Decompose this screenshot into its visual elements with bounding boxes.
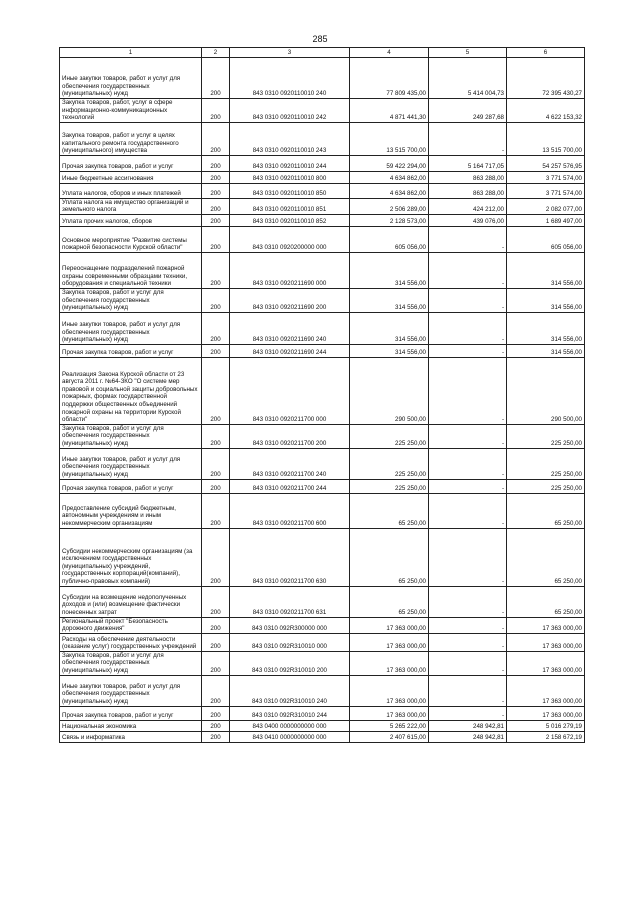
row-name-cell: Субсидии на возмещение недополученных доходов и (или) возмещение фактически понесенных затрат — [60, 586, 202, 617]
row-value-col5: - — [429, 312, 507, 344]
row-value-col5: - — [429, 424, 507, 448]
row-value-col6: 17 363 000,00 — [507, 633, 585, 651]
row-value-col4: 17 363 000,00 — [350, 651, 429, 675]
row-name-cell: Иные закупки товаров, работ и услуг для обеспечения государственных (муниципальных) нужд — [60, 312, 202, 344]
row-value-col5: - — [429, 252, 507, 288]
table-row — [60, 122, 585, 155]
table-row — [60, 479, 585, 493]
row-value-col5: - — [429, 528, 507, 586]
row-name-cell: Переоснащение подразделений пожарной охраны современными образцами техники, оборудования и специальной техники — [60, 252, 202, 288]
row-value-col5: 248 942,81 — [429, 720, 507, 731]
table-row — [60, 183, 585, 198]
row-value-col6: 65 250,00 — [507, 493, 585, 528]
row-code-cell: 200 — [202, 493, 230, 528]
row-value-col6: 3 771 574,00 — [507, 183, 585, 198]
table-row — [60, 493, 585, 528]
row-code-cell: 200 — [202, 357, 230, 424]
row-value-col5: - — [429, 226, 507, 252]
row-value-col5: 439 076,00 — [429, 214, 507, 226]
budget-table — [59, 47, 585, 743]
row-kbk-cell: 843 0310 0920211690 000 — [230, 252, 350, 288]
row-code-cell: 200 — [202, 633, 230, 651]
row-kbk-cell: 843 0310 0920211700 200 — [230, 424, 350, 448]
row-value-col6: 17 363 000,00 — [507, 617, 585, 633]
row-kbk-cell: 843 0310 0920110010 800 — [230, 171, 350, 183]
row-name-cell: Уплата прочих налогов, сборов — [60, 214, 202, 226]
table-row — [60, 58, 585, 99]
table-row — [60, 99, 585, 123]
row-value-col5: - — [429, 357, 507, 424]
row-value-col6: 290 500,00 — [507, 357, 585, 424]
row-value-col6: 2 082 077,00 — [507, 198, 585, 214]
row-kbk-cell: 843 0310 0920200000 000 — [230, 226, 350, 252]
row-code-cell: 200 — [202, 155, 230, 171]
row-value-col4: 65 250,00 — [350, 528, 429, 586]
row-name-cell: Прочая закупка товаров, работ и услуг — [60, 706, 202, 720]
row-code-cell: 200 — [202, 344, 230, 357]
row-name-cell: Прочая закупка товаров, работ и услуг — [60, 155, 202, 171]
row-code-cell: 200 — [202, 226, 230, 252]
row-value-col4: 314 556,00 — [350, 252, 429, 288]
row-value-col4: 314 556,00 — [350, 288, 429, 312]
row-value-col5: 248 942,81 — [429, 731, 507, 742]
row-name-cell: Иные закупки товаров, работ и услуг для обеспечения государственных (муниципальных) нужд — [60, 58, 202, 99]
row-code-cell: 200 — [202, 99, 230, 123]
row-value-col6: 65 250,00 — [507, 528, 585, 586]
row-value-col6: 1 689 497,00 — [507, 214, 585, 226]
row-code-cell: 200 — [202, 58, 230, 99]
row-value-col5: - — [429, 288, 507, 312]
row-value-col6: 54 257 576,95 — [507, 155, 585, 171]
row-code-cell: 200 — [202, 288, 230, 312]
row-value-col4: 4 634 862,00 — [350, 171, 429, 183]
row-value-col4: 77 809 435,00 — [350, 58, 429, 99]
row-name-cell: Основное мероприятие "Развитие системы пожарной безопасности Курской области" — [60, 226, 202, 252]
row-kbk-cell: 843 0310 0920211700 630 — [230, 528, 350, 586]
row-code-cell: 200 — [202, 198, 230, 214]
column-header: 5 — [429, 48, 507, 58]
row-name-cell: Субсидии некоммерческим организациям (за исключением государственных (муниципальных) учреждений, государственных корпораций(компаний), публично-правовых компаний) — [60, 528, 202, 586]
row-value-col4: 225 250,00 — [350, 448, 429, 479]
column-header: 6 — [507, 48, 585, 58]
row-value-col4: 4 871 441,30 — [350, 99, 429, 123]
table-row — [60, 214, 585, 226]
row-value-col6: 17 363 000,00 — [507, 706, 585, 720]
row-value-col4: 2 128 573,00 — [350, 214, 429, 226]
row-value-col4: 13 515 700,00 — [350, 122, 429, 155]
table-row — [60, 651, 585, 675]
row-value-col5: - — [429, 479, 507, 493]
row-value-col6: 3 771 574,00 — [507, 171, 585, 183]
row-kbk-cell: 843 0400 0000000000 000 — [230, 720, 350, 731]
page-number: 285 — [312, 34, 328, 44]
row-name-cell: Закупка товаров, работ и услуг в целях капитального ремонта государственного (муниципального) имущества — [60, 122, 202, 155]
row-code-cell: 200 — [202, 312, 230, 344]
row-kbk-cell: 843 0310 092R310010 200 — [230, 651, 350, 675]
row-value-col6: 17 363 000,00 — [507, 651, 585, 675]
row-value-col5: 249 287,68 — [429, 99, 507, 123]
row-code-cell: 200 — [202, 479, 230, 493]
row-kbk-cell: 843 0310 092R310010 240 — [230, 675, 350, 706]
row-value-col5: - — [429, 633, 507, 651]
row-value-col6: 225 250,00 — [507, 479, 585, 493]
row-kbk-cell: 843 0310 0920211700 244 — [230, 479, 350, 493]
table-row — [60, 344, 585, 357]
row-value-col4: 605 056,00 — [350, 226, 429, 252]
row-value-col4: 17 363 000,00 — [350, 706, 429, 720]
row-value-col4: 17 363 000,00 — [350, 617, 429, 633]
row-kbk-cell: 843 0310 0920110010 243 — [230, 122, 350, 155]
table-row — [60, 198, 585, 214]
row-name-cell: Уплата налогов, сборов и иных платежей — [60, 183, 202, 198]
row-value-col4: 5 265 222,00 — [350, 720, 429, 731]
row-name-cell: Иные закупки товаров, работ и услуг для обеспечения государственных (муниципальных) нужд — [60, 675, 202, 706]
row-code-cell: 200 — [202, 528, 230, 586]
row-kbk-cell: 843 0310 0920211700 631 — [230, 586, 350, 617]
table-row — [60, 617, 585, 633]
table-row — [60, 226, 585, 252]
row-code-cell: 200 — [202, 448, 230, 479]
row-code-cell: 200 — [202, 675, 230, 706]
row-value-col4: 2 506 289,00 — [350, 198, 429, 214]
row-value-col6: 13 515 700,00 — [507, 122, 585, 155]
row-code-cell: 200 — [202, 617, 230, 633]
row-value-col6: 65 250,00 — [507, 586, 585, 617]
table-row — [60, 448, 585, 479]
row-value-col6: 4 622 153,32 — [507, 99, 585, 123]
row-code-cell: 200 — [202, 586, 230, 617]
row-code-cell: 200 — [202, 706, 230, 720]
row-value-col5: - — [429, 675, 507, 706]
row-value-col6: 314 556,00 — [507, 288, 585, 312]
row-code-cell: 200 — [202, 183, 230, 198]
row-name-cell: Национальная экономика — [60, 720, 202, 731]
row-value-col6: 225 250,00 — [507, 448, 585, 479]
row-value-col6: 17 363 000,00 — [507, 675, 585, 706]
row-kbk-cell: 843 0310 0920211690 240 — [230, 312, 350, 344]
row-kbk-cell: 843 0310 0920110010 850 — [230, 183, 350, 198]
row-value-col4: 65 250,00 — [350, 586, 429, 617]
table-row — [60, 424, 585, 448]
column-header: 2 — [202, 48, 230, 58]
row-kbk-cell: 843 0310 0920211690 200 — [230, 288, 350, 312]
row-code-cell: 200 — [202, 171, 230, 183]
row-value-col4: 65 250,00 — [350, 493, 429, 528]
row-kbk-cell: 843 0310 0920110010 240 — [230, 58, 350, 99]
row-kbk-cell: 843 0310 092R300000 000 — [230, 617, 350, 633]
row-kbk-cell: 843 0310 0920110010 851 — [230, 198, 350, 214]
table-row — [60, 720, 585, 731]
row-value-col6: 5 016 279,19 — [507, 720, 585, 731]
row-value-col5: - — [429, 448, 507, 479]
row-value-col4: 4 634 862,00 — [350, 183, 429, 198]
row-value-col6: 314 556,00 — [507, 344, 585, 357]
row-value-col4: 290 500,00 — [350, 357, 429, 424]
table-row — [60, 312, 585, 344]
table-row — [60, 155, 585, 171]
row-name-cell: Иные закупки товаров, работ и услуг для обеспечения государственных (муниципальных) нужд — [60, 448, 202, 479]
column-header: 3 — [230, 48, 350, 58]
row-code-cell: 200 — [202, 424, 230, 448]
row-name-cell: Прочая закупка товаров, работ и услуг — [60, 344, 202, 357]
row-kbk-cell: 843 0310 0920211700 240 — [230, 448, 350, 479]
row-value-col5: 863 288,00 — [429, 171, 507, 183]
row-name-cell: Закупка товаров, работ, услуг в сфере информационно-коммуникационных технологий — [60, 99, 202, 123]
row-code-cell: 200 — [202, 720, 230, 731]
row-kbk-cell: 843 0310 0920110010 852 — [230, 214, 350, 226]
column-header: 1 — [60, 48, 202, 58]
table-row — [60, 706, 585, 720]
row-value-col6: 314 556,00 — [507, 252, 585, 288]
table-row — [60, 633, 585, 651]
row-value-col5: 5 164 717,05 — [429, 155, 507, 171]
row-value-col5: - — [429, 493, 507, 528]
row-code-cell: 200 — [202, 122, 230, 155]
row-name-cell: Расходы на обеспечение деятельности (оказание услуг) государственных учреждений — [60, 633, 202, 651]
table-body — [60, 58, 585, 743]
row-kbk-cell: 843 0310 0920211700 600 — [230, 493, 350, 528]
row-name-cell: Региональный проект "Безопасность дорожного движения" — [60, 617, 202, 633]
row-code-cell: 200 — [202, 651, 230, 675]
row-kbk-cell: 843 0310 0920211690 244 — [230, 344, 350, 357]
row-value-col5: 863 288,00 — [429, 183, 507, 198]
row-value-col6: 605 056,00 — [507, 226, 585, 252]
row-value-col4: 17 363 000,00 — [350, 633, 429, 651]
table-header-row — [60, 48, 585, 58]
table-row — [60, 357, 585, 424]
row-value-col5: - — [429, 617, 507, 633]
row-value-col4: 225 250,00 — [350, 424, 429, 448]
row-name-cell: Связь и информатика — [60, 731, 202, 742]
row-value-col5: 5 414 004,73 — [429, 58, 507, 99]
row-value-col4: 59 422 294,00 — [350, 155, 429, 171]
row-code-cell: 200 — [202, 252, 230, 288]
row-value-col6: 2 158 672,19 — [507, 731, 585, 742]
row-kbk-cell: 843 0310 0920211700 000 — [230, 357, 350, 424]
row-name-cell: Предоставление субсидий бюджетным, автономным учреждениям и иным некоммерческим организациям — [60, 493, 202, 528]
row-value-col6: 225 250,00 — [507, 424, 585, 448]
row-value-col6: 314 556,00 — [507, 312, 585, 344]
row-code-cell: 200 — [202, 214, 230, 226]
table-row — [60, 731, 585, 742]
row-name-cell: Прочая закупка товаров, работ и услуг — [60, 479, 202, 493]
table-row — [60, 586, 585, 617]
row-value-col6: 72 395 430,27 — [507, 58, 585, 99]
row-value-col5: - — [429, 344, 507, 357]
row-value-col4: 17 363 000,00 — [350, 675, 429, 706]
row-code-cell: 200 — [202, 731, 230, 742]
row-name-cell: Реализация Закона Курской области от 23 августа 2011 г. №64-ЗКО "О системе мер правовой и социальной защиты добровольных пожарных, формах государственной поддержки общественных объединений пожарной охраны на территории Курской области" — [60, 357, 202, 424]
row-kbk-cell: 843 0410 0000000000 000 — [230, 731, 350, 742]
row-name-cell: Закупка товаров, работ и услуг для обеспечения государственных (муниципальных) нужд — [60, 424, 202, 448]
table-row — [60, 528, 585, 586]
row-kbk-cell: 843 0310 092R310010 244 — [230, 706, 350, 720]
row-name-cell: Закупка товаров, работ и услуг для обеспечения государственных (муниципальных) нужд — [60, 288, 202, 312]
row-value-col5: - — [429, 706, 507, 720]
row-name-cell: Закупка товаров, работ и услуг для обеспечения государственных (муниципальных) нужд — [60, 651, 202, 675]
table-row — [60, 171, 585, 183]
row-value-col4: 314 556,00 — [350, 312, 429, 344]
row-value-col4: 314 556,00 — [350, 344, 429, 357]
row-value-col5: - — [429, 122, 507, 155]
table-row — [60, 288, 585, 312]
row-kbk-cell: 843 0310 092R310010 000 — [230, 633, 350, 651]
row-name-cell: Иные бюджетные ассигнования — [60, 171, 202, 183]
table-row — [60, 675, 585, 706]
row-value-col5: 424 212,00 — [429, 198, 507, 214]
row-value-col4: 2 407 615,00 — [350, 731, 429, 742]
row-value-col5: - — [429, 586, 507, 617]
column-header: 4 — [350, 48, 429, 58]
row-name-cell: Уплата налога на имущество организаций и земельного налога — [60, 198, 202, 214]
row-kbk-cell: 843 0310 0920110010 244 — [230, 155, 350, 171]
row-kbk-cell: 843 0310 0920110010 242 — [230, 99, 350, 123]
row-value-col5: - — [429, 651, 507, 675]
table-row — [60, 252, 585, 288]
row-value-col4: 225 250,00 — [350, 479, 429, 493]
